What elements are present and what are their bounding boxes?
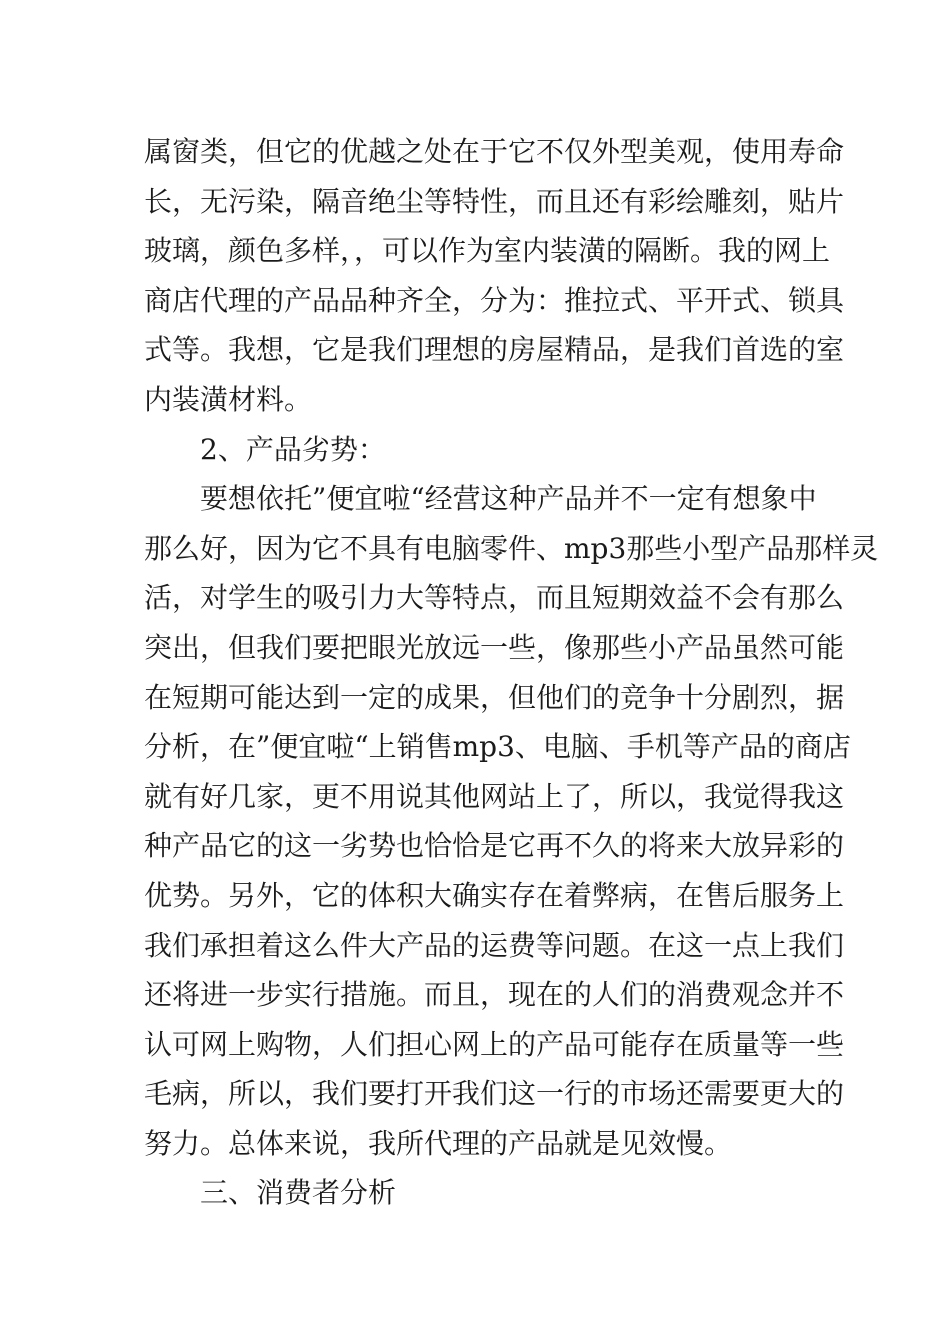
text-line: 就有好几家，更不用说其他网站上了，所以，我觉得我这 xyxy=(144,779,845,813)
document-body xyxy=(144,127,879,1218)
text-line: 努力。总体来说，我所代理的产品就是见效慢。 xyxy=(144,1126,733,1160)
text-line: 商店代理的产品品种齐全，分为：推拉式、平开式、锁具 xyxy=(144,283,845,317)
text-line: 属窗类，但它的优越之处在于它不仅外型美观，使用寿命 xyxy=(144,135,845,168)
text-line: 那么好，因为它不具有电脑零件、mp3那些小型产品那样灵 xyxy=(144,531,879,565)
text-line: 认可网上购物，人们担心网上的产品可能存在质量等一些 xyxy=(144,1027,845,1061)
text-line: 毛病，所以，我们要打开我们这一行的市场还需要更大的 xyxy=(144,1077,845,1111)
text-line: 内装潢材料。 xyxy=(144,382,313,416)
text-line: 玻璃，颜色多样，，可以作为室内装潢的隔断。我的网上 xyxy=(144,234,831,268)
text-line: 在短期可能达到一定的成果，但他们的竞争十分剧烈，据 xyxy=(144,680,845,714)
text-line: 分析，在”便宜啦“上销售mp3、电脑、手机等产品的商店 xyxy=(144,730,851,764)
text-line: 我们承担着这么件大产品的运费等问题。在这一点上我们 xyxy=(144,928,845,962)
section-heading: 2、产品劣势： xyxy=(200,432,386,466)
text-line: 种产品它的这一劣势也恰恰是它再不久的将来大放异彩的 xyxy=(144,829,845,863)
section-heading: 三、消费者分析 xyxy=(200,1176,397,1210)
text-line: 还将进一步实行措施。而且，现在的人们的消费观念并不 xyxy=(144,978,845,1012)
text-line: 式等。我想，它是我们理想的房屋精品，是我们首选的室 xyxy=(144,333,845,367)
text-line: 优势。另外，它的体积大确实存在着弊病，在售后服务上 xyxy=(144,878,845,912)
text-line: 突出，但我们要把眼光放远一些，像那些小产品虽然可能 xyxy=(144,630,845,664)
text-line: 长，无污染，隔音绝尘等特性，而且还有彩绘雕刻，贴片 xyxy=(144,184,845,218)
text-line: 活，对学生的吸引力大等特点，而且短期效益不会有那么 xyxy=(144,581,845,615)
paragraph-first-line: 要想依托”便宜啦“经营这种产品并不一定有想象中 xyxy=(200,482,817,516)
